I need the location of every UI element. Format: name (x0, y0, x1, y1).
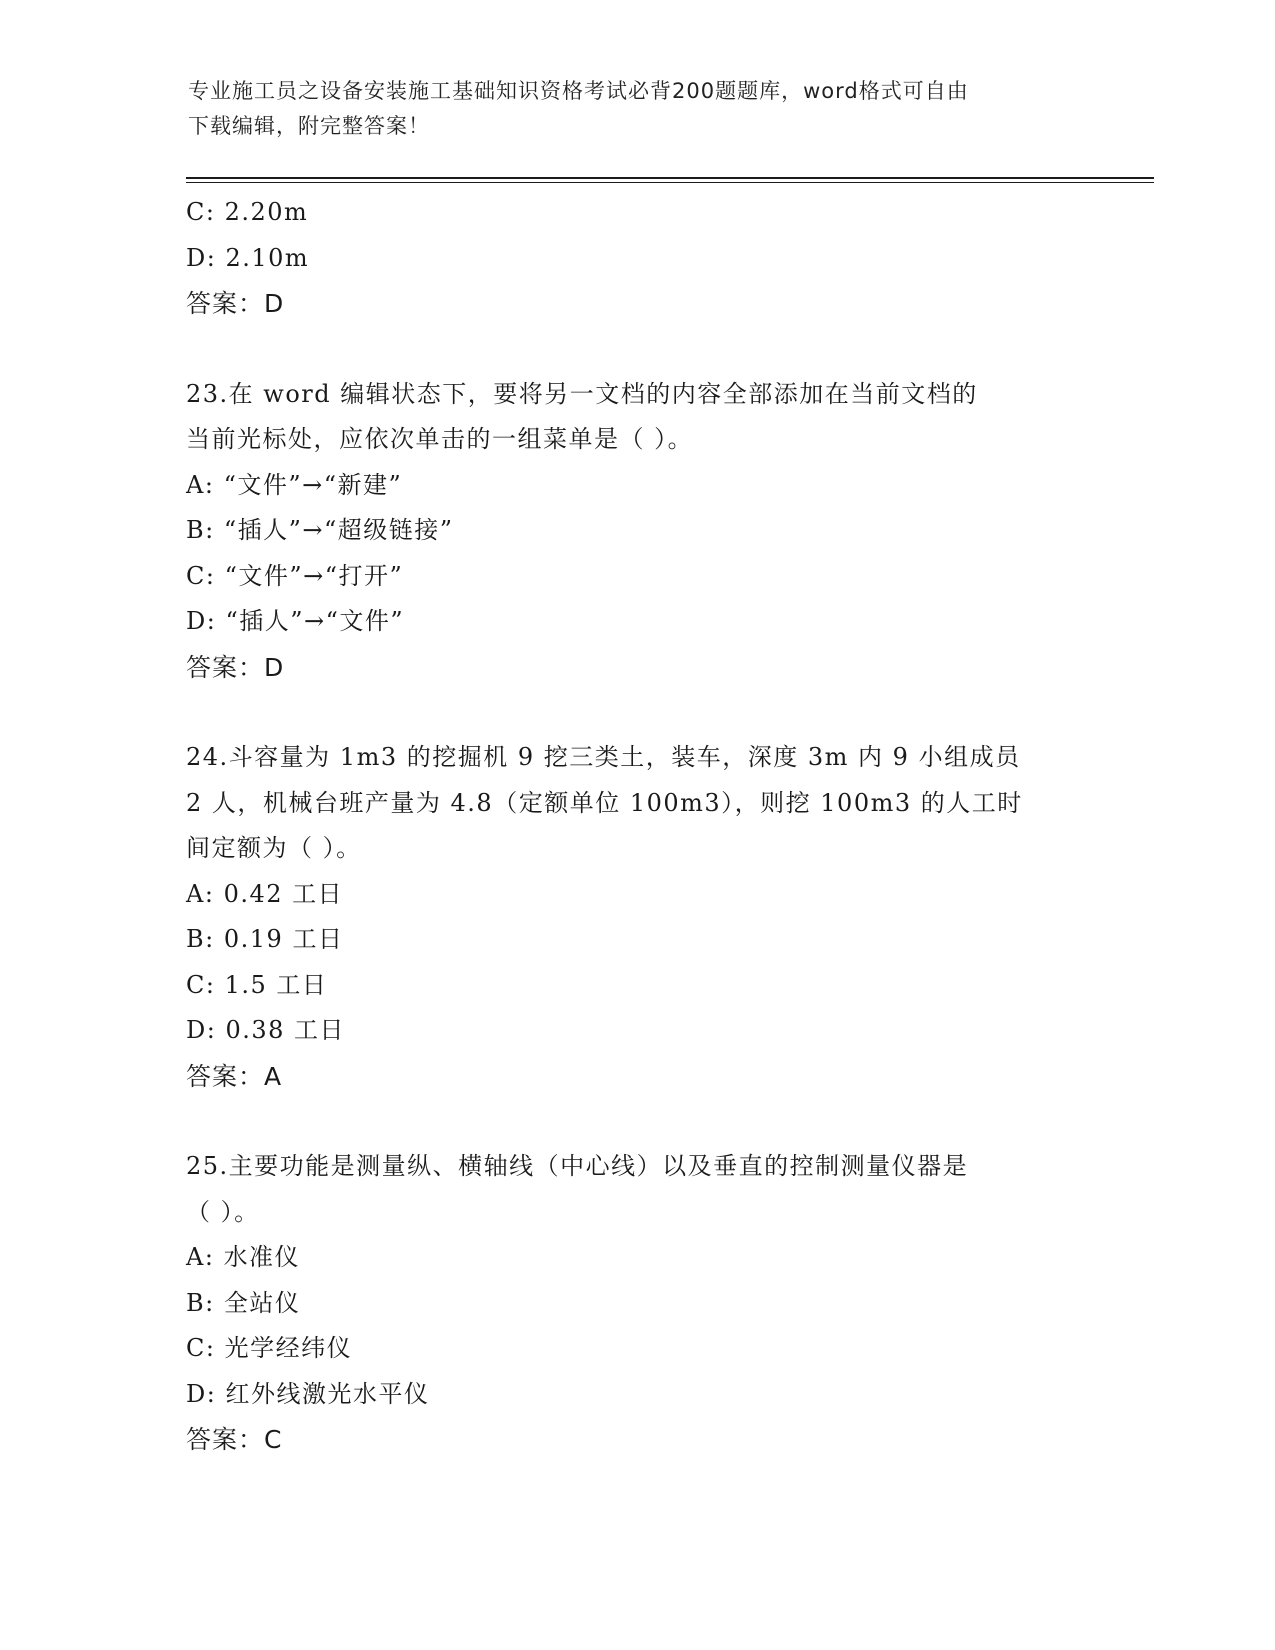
question-line: 2 人，机械台班产量为 4.8（定额单位 100m3），则挖 100m3 的人工时 (186, 788, 1023, 817)
option-text: 水准仪 (223, 1243, 301, 1271)
option-text: “文件”→“打开” (224, 561, 404, 590)
option-label: A: (186, 470, 215, 499)
option-text: 0.38 工日 (225, 1016, 346, 1044)
header-line-1: 专业施工员之设备安装施工基础知识资格考试必背200题题库，word格式可自由 (188, 79, 969, 103)
question-number: 23. (186, 379, 229, 408)
header-line-2: 下载编辑，附完整答案！ (188, 114, 430, 138)
answer: 答案：D (186, 652, 285, 682)
option-text: 2.10m (225, 243, 310, 272)
spacer (186, 327, 1086, 372)
option-text: “插人”→“超级链接” (223, 516, 454, 544)
option-text: 0.19 工日 (223, 925, 344, 953)
option-text: 全站仪 (223, 1288, 301, 1317)
question-text (186, 735, 1066, 872)
question-number: 25. (186, 1152, 229, 1180)
option-a (186, 872, 1086, 918)
option-label: C: (186, 561, 216, 590)
option-text: 2.20m (224, 198, 309, 226)
answer: 答案：A (186, 1061, 283, 1091)
answer: 答案：C (186, 1425, 283, 1454)
option-text: “文件”→“新建” (223, 470, 403, 499)
carryover-block (186, 190, 1086, 327)
option-label: B: (186, 925, 215, 953)
option-label: B: (186, 1288, 215, 1317)
document-header (188, 74, 1088, 144)
header-divider-thick (186, 177, 1154, 179)
option-c (186, 554, 1086, 600)
option-d (186, 236, 1086, 282)
question-line: 25.主要功能是测量纵、横轴线（中心线）以及垂直的控制测量仪器是 (186, 1152, 969, 1180)
option-c (186, 963, 1086, 1009)
option-d (186, 1008, 1086, 1054)
header-divider-thin (186, 182, 1154, 183)
option-a (186, 1235, 1086, 1281)
option-label: D: (186, 243, 217, 272)
question-line: 当前光标处，应依次单击的一组菜单是（ ）。 (186, 425, 694, 453)
question-24 (186, 735, 1086, 1099)
option-c (186, 190, 1086, 236)
option-text: “插人”→“文件” (225, 607, 405, 635)
option-label: C: (186, 1334, 216, 1362)
option-label: A: (186, 879, 215, 908)
option-d (186, 1372, 1086, 1418)
option-text: 0.42 工日 (223, 879, 344, 908)
question-line: 24.斗容量为 1m3 的挖掘机 9 挖三类土，装车，深度 3m 内 9 小组成员 (186, 743, 1021, 771)
option-label: D: (186, 1379, 217, 1408)
option-label: C: (186, 198, 216, 226)
option-c (186, 1326, 1086, 1372)
question-23 (186, 372, 1086, 691)
question-text (186, 372, 1066, 463)
option-text: 光学经纬仪 (224, 1334, 353, 1362)
question-line: （ ）。 (186, 1197, 260, 1226)
spacer (186, 1099, 1086, 1144)
question-number: 24. (186, 743, 229, 771)
spacer (186, 690, 1086, 735)
option-text: 1.5 工日 (224, 970, 328, 999)
option-b (186, 508, 1086, 554)
option-label: D: (186, 607, 217, 635)
question-text (186, 1144, 1066, 1235)
question-list (186, 190, 1086, 1463)
option-label: D: (186, 1016, 217, 1044)
option-a (186, 463, 1086, 509)
option-text: 红外线激光水平仪 (225, 1379, 430, 1408)
question-25 (186, 1144, 1086, 1463)
option-d (186, 599, 1086, 645)
option-b (186, 917, 1086, 963)
option-label: C: (186, 970, 216, 999)
option-label: A: (186, 1243, 215, 1271)
answer: 答案：D (186, 289, 285, 318)
option-b (186, 1281, 1086, 1327)
question-line: 23.在 word 编辑状态下，要将另一文档的内容全部添加在当前文档的 (186, 379, 978, 408)
option-label: B: (186, 516, 215, 544)
question-line: 间定额为（ ）。 (186, 834, 362, 862)
